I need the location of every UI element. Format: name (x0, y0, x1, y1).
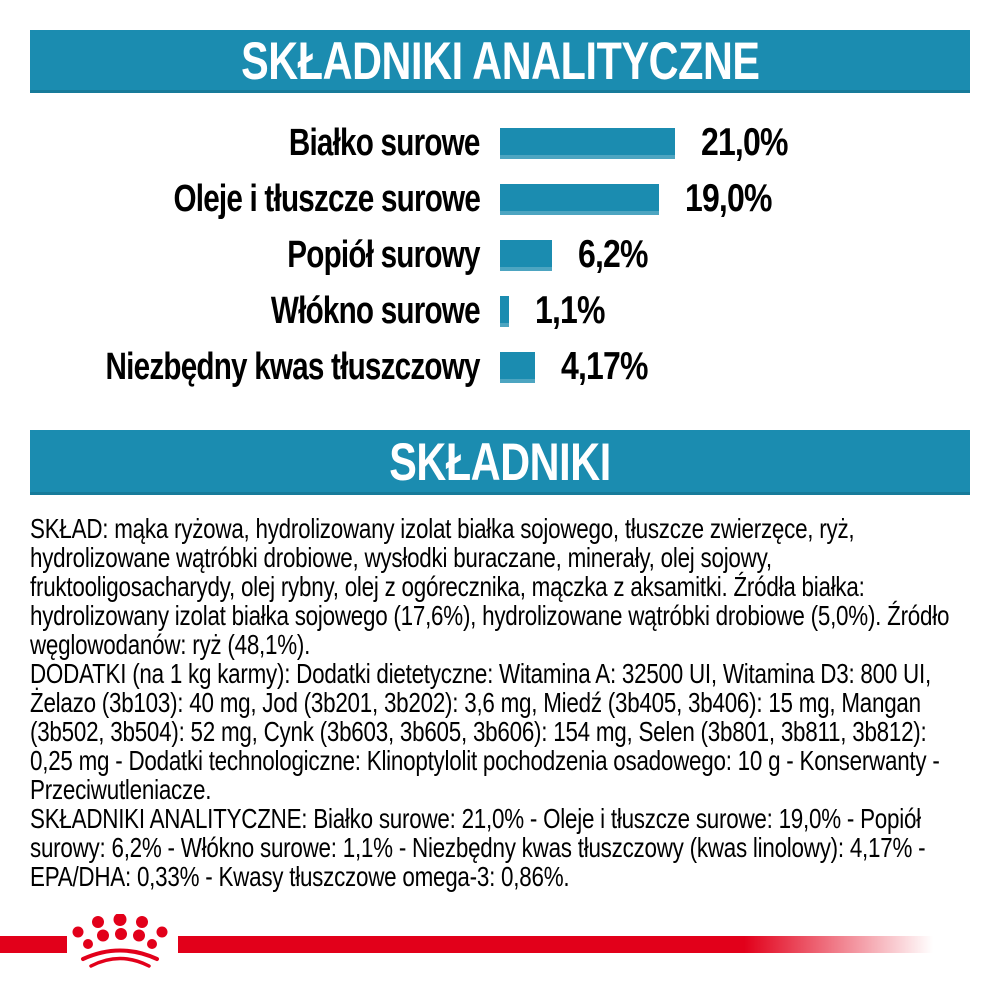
paragraph-dodatki: DODATKI (na 1 kg karmy): Dodatki dietetyczne: Witamina A: 32500 UI, Witamina D3: 800 UI, Żelazo (3b103): 40 mg, Jod (3b201, 3b202): 3,6 mg, Miedź (3b405, 3b406): 15 mg, Mangan (3b502, 3b504): 52 mg, Cynk (3b603, 3b605, 3b606): 154 mg, Selen (3b801, 3b811, 3b812): 0,25 mg - Dodatki technologiczne: Klinoptylolit pochodzenia osadowego: 10 g - Konserwanty - Przeciwutleniacze. (30, 658, 940, 805)
bar-category-label-text: Oleje i tłuszcze surowe (173, 177, 480, 220)
bar-category-label (0, 234, 480, 277)
bar-category-label (0, 122, 480, 165)
bar-category-label-text: Popiół surowy (287, 233, 480, 276)
bar-category-label-text: Włókno surowe (271, 289, 480, 332)
bar-value-label (685, 177, 791, 221)
bar-category-label-text: Niezbędny kwas tłuszczowy (105, 345, 480, 388)
bar (500, 184, 659, 215)
chart-row (0, 115, 1000, 171)
bar-value-label (578, 233, 663, 277)
bar-category-label (0, 346, 480, 389)
bar-value-label-text: 1,1% (535, 289, 605, 332)
footer-red-band-left (0, 936, 67, 953)
royal-canin-crown-icon (70, 914, 170, 968)
bar-value-label-text: 21,0% (701, 121, 788, 164)
header-ingredients-title: SKŁADNIKI (389, 433, 611, 492)
bar-value-label (701, 121, 807, 165)
bar-value-label (561, 345, 667, 389)
bar-value-label (535, 289, 620, 333)
analytical-chart (0, 115, 1000, 395)
bar-category-label-text: Białko surowe (289, 121, 480, 164)
footer-red-band-right-gradient (178, 936, 933, 953)
bar-value-label-text: 19,0% (684, 177, 772, 220)
paragraph-skladniki-analityczne: SKŁADNIKI ANALITYCZNE: Białko surowe: 21,0% - Oleje i tłuszcze surowe: 19,0% - Popiół surowy: 6,2% - Włókno surowe: 1,1% - Niezbędny kwas tłuszczowy (kwas linolowy): 4,17% - EPA/DHA: 0,33% - Kwasy tłuszczowe omega-3: 0,86%. (30, 803, 926, 892)
header-ingredients (30, 430, 970, 495)
chart-row (0, 339, 1000, 395)
header-analytical-title: SKŁADNIKI ANALITYCZNE (240, 32, 760, 91)
bar (500, 352, 535, 383)
header-analytical-components (30, 30, 970, 93)
bar-category-label (0, 290, 480, 333)
bar (500, 296, 509, 327)
bar (500, 128, 675, 159)
bar-category-label (0, 178, 480, 221)
chart-row (0, 171, 1000, 227)
bar-value-label-text: 4,17% (560, 345, 648, 388)
chart-row (0, 283, 1000, 339)
chart-row (0, 227, 1000, 283)
ingredients-text-block (30, 514, 962, 891)
paragraph-sklad: SKŁAD: mąka ryżowa, hydrolizowany izolat białka sojowego, tłuszcze zwierzęce, ryż, hydrolizowane wątróbki drobiowe, wysłodki buraczane, minerały, olej sojowy, fruktooligosacharydy, olej rybny, olej z ogórecznika, mączka z aksamitki. Źródła białka: hydrolizowany izolat białka sojowego (17,6%), hydrolizowane wątróbki drobiowe (5,0%). Źródło węglowodanów: ryż (48,1%). (30, 513, 950, 660)
bar-value-label-text: 6,2% (577, 233, 648, 276)
bar (500, 240, 552, 271)
